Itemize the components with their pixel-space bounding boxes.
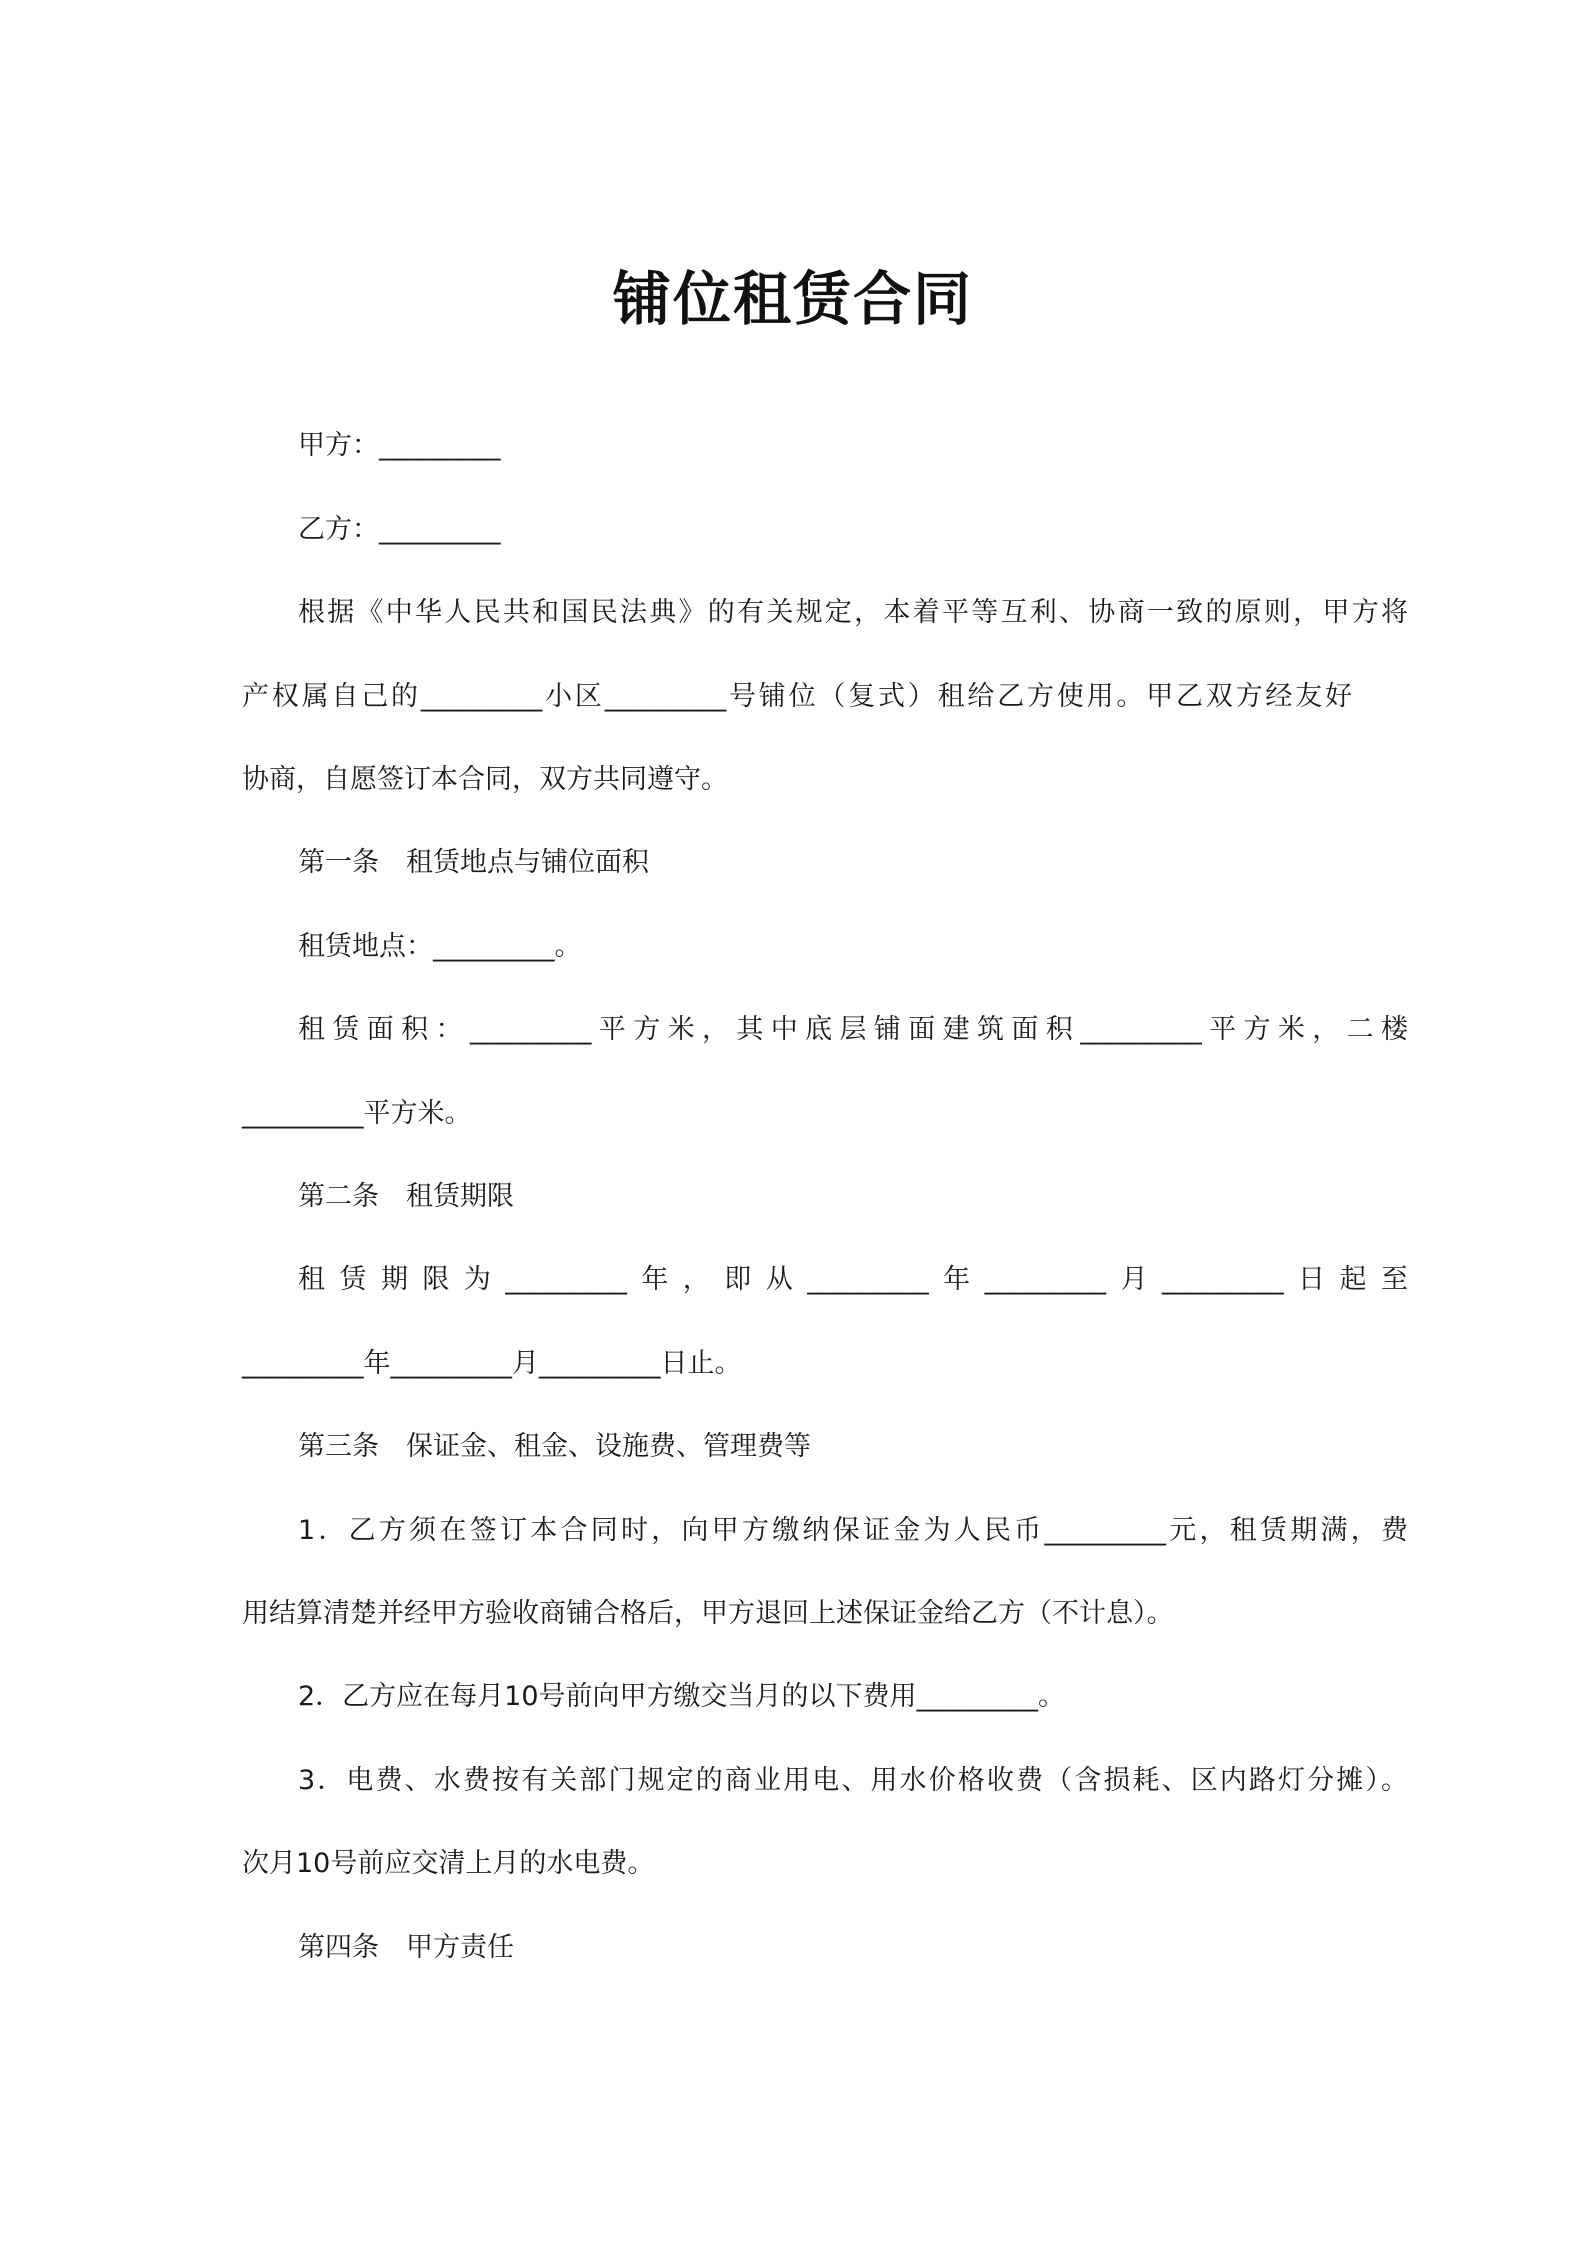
clause-3-3-line-1: 3．电费、水费按有关部门规定的商业用电、用水价格收费（含损耗、区内路灯分摊）。 [298, 1765, 1408, 1796]
article-2-heading: 第二条 租赁期限 [298, 1181, 514, 1212]
lease-term-line-1: 租赁期限为_________年，即从_________年_________月_________日起至 [298, 1264, 1408, 1295]
preamble-line-2: 产权属自己的_________小区_________号铺位（复式）租给乙方使用。甲乙双方经友好 [242, 681, 1352, 712]
clause-3-1-line-1: 1．乙方须在签订本合同时，向甲方缴纳保证金为人民币_________元，租赁期满，费 [298, 1515, 1408, 1546]
clause-3-2-line: 2．乙方应在每月10号前向甲方缴交当月的以下费用_________。 [298, 1681, 1066, 1712]
document-title: 铺位租赁合同 [612, 265, 973, 333]
article-1-heading: 第一条 租赁地点与铺位面积 [298, 847, 649, 878]
article-3-heading: 第三条 保证金、租金、设施费、管理费等 [298, 1431, 811, 1462]
lease-term-line-2: _________年_________月_________日止。 [242, 1348, 742, 1379]
lease-area-line-1: 租赁面积：_________平方米，其中底层铺面建筑面积_________平方米，二楼 [298, 1014, 1408, 1045]
lease-location-line: 租赁地点：_________。 [298, 931, 582, 962]
party-b-line: 乙方：_________ [298, 514, 501, 545]
party-a-line: 甲方：_________ [298, 430, 501, 461]
clause-3-3-line-2: 次月10号前应交清上月的水电费。 [242, 1848, 655, 1879]
clause-3-1-line-2: 用结算清楚并经甲方验收商铺合格后，甲方退回上述保证金给乙方（不计息）。 [242, 1598, 1174, 1629]
article-4-heading: 第四条 甲方责任 [298, 1932, 514, 1963]
preamble-line-1: 根据《中华人民共和国民法典》的有关规定，本着平等互利、协商一致的原则，甲方将 [298, 597, 1408, 628]
preamble-line-3: 协商，自愿签订本合同，双方共同遵守。 [242, 764, 728, 795]
lease-area-line-2: _________平方米。 [242, 1098, 472, 1129]
